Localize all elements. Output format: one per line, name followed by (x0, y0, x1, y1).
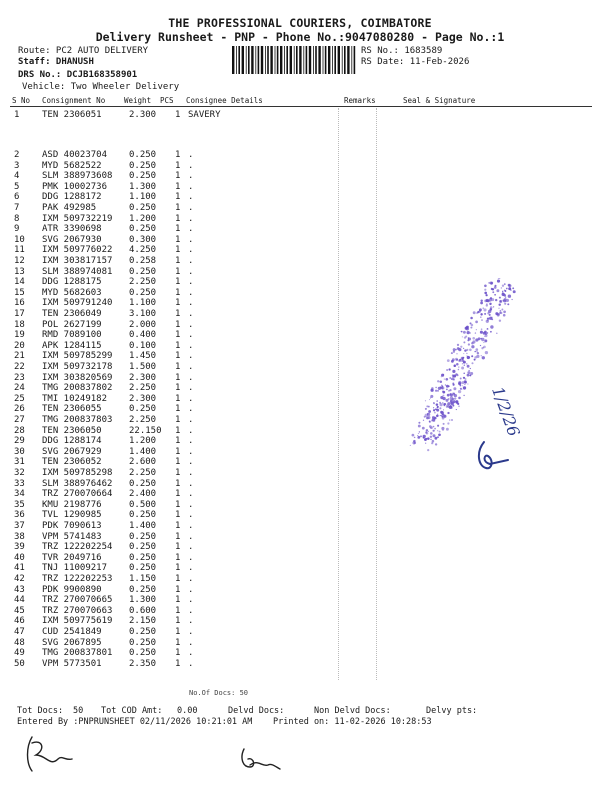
row-consignee: . (188, 298, 194, 309)
row-sno: 9 (14, 224, 20, 235)
row-weight: 1.500 (129, 362, 157, 372)
row-consignee: . (188, 351, 194, 362)
row-sno: 14 (14, 277, 25, 288)
route-label: Route: PC2 AUTO DELIVERY (18, 46, 149, 56)
tot-docs-label: Tot Docs: (17, 706, 64, 716)
row-consignment-no: MYD 5682603 (42, 287, 102, 298)
row-consignment-no: TEN 2306055 (42, 404, 102, 415)
row-consignee: . (188, 637, 194, 648)
row-pcs: 1 (175, 160, 181, 171)
row-pcs: 1 (175, 298, 181, 309)
row-pcs: 1 (175, 415, 181, 425)
row-consignment-no: KMU 2198776 (42, 499, 102, 510)
row-consignee: . (188, 499, 194, 510)
row-sno: 18 (14, 319, 25, 330)
row-consignee: . (188, 595, 194, 606)
row-consignment-no: TRZ 270070664 (42, 489, 113, 500)
row-weight: 0.500 (129, 499, 157, 510)
row-sno: 40 (14, 552, 25, 563)
delvy-pts-label: Delvy pts: (426, 706, 478, 716)
signature-left (24, 733, 76, 777)
row-consignment-no: TNJ 11009217 (42, 563, 108, 574)
row-consignment-no: TEN 2306049 (42, 309, 102, 319)
row-sno: 24 (14, 383, 25, 394)
row-pcs: 1 (175, 150, 181, 160)
row-consignment-no: DDG 1288174 (42, 436, 102, 447)
row-weight: 2.150 (129, 616, 157, 627)
row-consignee: . (188, 605, 194, 616)
row-consignee: . (188, 224, 194, 235)
col-header-sno: S No (12, 96, 31, 105)
row-weight: 2.250 (129, 415, 157, 425)
row-weight: 1.300 (129, 181, 157, 192)
row-consignment-no: TRZ 270070665 (42, 595, 113, 606)
row-pcs: 1 (175, 584, 181, 595)
row-pcs: 1 (175, 616, 181, 627)
row-pcs: 1 (175, 436, 181, 447)
row-sno: 39 (14, 542, 25, 553)
row-pcs: 1 (175, 563, 181, 574)
row-sno: 38 (14, 531, 25, 542)
row-sno: 29 (14, 436, 25, 447)
row-sno: 44 (14, 595, 25, 606)
row-weight: 1.400 (129, 446, 157, 457)
row-consignment-no: IXM 509732178 (42, 362, 113, 372)
row-consignment-no: IXM 303820569 (42, 372, 113, 383)
col-header-pcs: PCS (160, 96, 174, 105)
row-consignment-no: TEN 2306050 (42, 425, 102, 436)
row-consignment-no: TMI 10249182 (42, 393, 108, 404)
row-pcs: 1 (175, 404, 181, 415)
row-weight: 0.250 (129, 150, 157, 160)
row-consignee: . (188, 521, 194, 531)
row-consignee: . (188, 372, 194, 383)
row-pcs: 1 (175, 605, 181, 616)
row-weight: 0.250 (129, 203, 157, 213)
row-weight: 0.250 (129, 584, 157, 595)
row-consignee: . (188, 330, 194, 341)
row-weight: 0.250 (129, 171, 157, 182)
row-consignment-no: DDG 1288172 (42, 192, 102, 203)
row-consignee: . (188, 319, 194, 330)
row-pcs: 1 (175, 340, 181, 351)
row-consignment-no: SVG 2067895 (42, 637, 102, 648)
row-pcs: 1 (175, 542, 181, 553)
row-sno: 3 (14, 160, 20, 171)
row-consignee: . (188, 340, 194, 351)
row-sno: 31 (14, 457, 25, 468)
row-consignee: . (188, 436, 194, 447)
row-consignment-no: TEN 2306052 (42, 457, 102, 468)
row-pcs: 1 (175, 330, 181, 341)
row-weight: 1.450 (129, 351, 157, 362)
row-consignee: . (188, 266, 194, 277)
row-weight: 0.250 (129, 478, 157, 489)
row-weight: 2.400 (129, 489, 157, 500)
row-consignment-no: PMK 10002736 (42, 181, 108, 192)
row-consignee: . (188, 574, 194, 584)
row-consignee: . (188, 171, 194, 182)
row-weight: 2.300 (129, 110, 157, 120)
row-pcs: 1 (175, 245, 181, 256)
row-consignment-no: POL 2627199 (42, 319, 102, 330)
row-sno: 33 (14, 478, 25, 489)
row-consignment-no: PDK 9900890 (42, 584, 102, 595)
row-pcs: 1 (175, 393, 181, 404)
row-consignment-no: IXM 303817157 (42, 256, 113, 266)
row-consignment-no: TEN 2306051 (42, 110, 102, 120)
row-consignee: . (188, 563, 194, 574)
row-weight: 3.100 (129, 309, 157, 319)
row-pcs: 1 (175, 309, 181, 319)
row-sno: 26 (14, 404, 25, 415)
row-pcs: 1 (175, 468, 181, 478)
row-consignment-no: CUD 2541849 (42, 627, 102, 637)
tot-cod-value: 0.00 (177, 706, 198, 716)
row-weight: 0.250 (129, 637, 157, 648)
row-consignee: . (188, 542, 194, 553)
col-header-remarks: Remarks (344, 96, 376, 105)
row-sno: 32 (14, 468, 25, 478)
row-pcs: 1 (175, 319, 181, 330)
row-weight: 0.250 (129, 266, 157, 277)
row-weight: 0.250 (129, 224, 157, 235)
row-consignee: . (188, 616, 194, 627)
row-consignment-no: SLM 388973608 (42, 171, 113, 182)
row-sno: 17 (14, 309, 25, 319)
row-weight: 2.250 (129, 468, 157, 478)
row-pcs: 1 (175, 110, 181, 120)
row-sno: 41 (14, 563, 25, 574)
row-pcs: 1 (175, 627, 181, 637)
printed-on: Printed on: 11-02-2026 10:28:53 (273, 717, 432, 727)
row-consignee: . (188, 362, 194, 372)
row-pcs: 1 (175, 181, 181, 192)
row-weight: 2.250 (129, 277, 157, 288)
row-pcs: 1 (175, 351, 181, 362)
row-sno: 7 (14, 203, 20, 213)
row-sno: 43 (14, 584, 25, 595)
row-pcs: 1 (175, 648, 181, 659)
row-consignee: . (188, 489, 194, 500)
row-consignee: . (188, 627, 194, 637)
row-weight: 1.300 (129, 595, 157, 606)
row-pcs: 1 (175, 499, 181, 510)
col-header-weight: Weight (124, 96, 152, 105)
row-sno: 35 (14, 499, 25, 510)
row-pcs: 1 (175, 287, 181, 298)
row-consignee: . (188, 658, 194, 669)
row-consignee: . (188, 160, 194, 171)
row-consignment-no: VPM 5741483 (42, 531, 102, 542)
runsheet-subtitle: Delivery Runsheet - PNP - Phone No.:9047080280 - Page No.:1 (95, 30, 505, 44)
row-consignment-no: TRZ 270070663 (42, 605, 113, 616)
row-weight: 0.300 (129, 234, 157, 245)
row-consignment-no: PDK 7090613 (42, 521, 102, 531)
row-weight: 4.250 (129, 245, 157, 256)
row-sno: 4 (14, 171, 20, 182)
handwritten-date: 1/2/26 (488, 384, 524, 439)
row-pcs: 1 (175, 234, 181, 245)
row-weight: 1.400 (129, 521, 157, 531)
row-sno: 10 (14, 234, 25, 245)
row-consignment-no: IXM 509785299 (42, 351, 113, 362)
tot-docs-value: 50 (73, 706, 84, 716)
row-sno: 12 (14, 256, 25, 266)
row-consignee: SAVERY (188, 110, 221, 120)
row-weight: 0.250 (129, 531, 157, 542)
row-weight: 0.100 (129, 340, 157, 351)
row-consignee: . (188, 648, 194, 659)
vehicle-label: Vehicle: Two Wheeler Delivery (22, 82, 180, 92)
row-pcs: 1 (175, 521, 181, 531)
row-consignee: . (188, 510, 194, 521)
row-weight: 2.350 (129, 658, 157, 669)
row-sno: 45 (14, 605, 25, 616)
row-consignment-no: TVL 1290985 (42, 510, 102, 521)
row-consignee: . (188, 393, 194, 404)
row-consignee: . (188, 446, 194, 457)
row-pcs: 1 (175, 192, 181, 203)
row-consignment-no: IXM 509732219 (42, 213, 113, 224)
row-weight: 0.250 (129, 160, 157, 171)
row-sno: 36 (14, 510, 25, 521)
col-header-consignment: Consignment No (42, 96, 106, 105)
row-pcs: 1 (175, 510, 181, 521)
row-consignment-no: ASD 40023704 (42, 150, 108, 160)
col-header-seal: Seal & Signature (403, 96, 476, 105)
row-consignment-no: ATR 3390698 (42, 224, 102, 235)
staff-label: Staff: DHANUSH (18, 57, 94, 67)
row-sno: 23 (14, 372, 25, 383)
row-consignment-no: SVG 2067930 (42, 234, 102, 245)
row-sno: 48 (14, 637, 25, 648)
row-weight: 0.600 (129, 605, 157, 616)
row-weight: 2.300 (129, 393, 157, 404)
row-consignment-no: SLM 388976462 (42, 478, 113, 489)
row-sno: 22 (14, 362, 25, 372)
row-pcs: 1 (175, 457, 181, 468)
row-sno: 49 (14, 648, 25, 659)
row-sno: 2 (14, 150, 20, 160)
row-consignee: . (188, 478, 194, 489)
row-pcs: 1 (175, 383, 181, 394)
row-consignee: . (188, 552, 194, 563)
row-sno: 46 (14, 616, 25, 627)
rs-number: RS No.: 1683589 (361, 46, 443, 56)
row-weight: 2.600 (129, 457, 157, 468)
row-consignment-no: SVG 2067929 (42, 446, 102, 457)
row-consignee: . (188, 457, 194, 468)
drs-number: DRS No.: DCJB168358901 (18, 70, 138, 80)
row-sno: 6 (14, 192, 20, 203)
row-consignee: . (188, 404, 194, 415)
row-weight: 1.100 (129, 298, 157, 309)
row-consignment-no: VPM 5773501 (42, 658, 102, 669)
row-consignee: . (188, 309, 194, 319)
row-consignee: . (188, 425, 194, 436)
row-pcs: 1 (175, 637, 181, 648)
company-title: THE PROFESSIONAL COURIERS, COIMBATORE (168, 16, 432, 30)
row-sno: 13 (14, 266, 25, 277)
row-pcs: 1 (175, 446, 181, 457)
row-pcs: 1 (175, 658, 181, 669)
entered-by: Entered By :PNPRUNSHEET 02/11/2026 10:21:01 AM (17, 717, 253, 727)
row-consignment-no: TVR 2049716 (42, 552, 102, 563)
row-sno: 15 (14, 287, 25, 298)
row-pcs: 1 (175, 171, 181, 182)
row-weight: 1.150 (129, 574, 157, 584)
row-consignee: . (188, 203, 194, 213)
row-sno: 25 (14, 393, 25, 404)
row-sno: 1 (14, 110, 20, 120)
row-pcs: 1 (175, 595, 181, 606)
row-consignee: . (188, 584, 194, 595)
no-of-docs: No.Of Docs: 50 (189, 689, 249, 697)
row-weight: 22.150 (129, 425, 162, 436)
row-consignment-no: IXM 509776022 (42, 245, 113, 256)
row-sno: 20 (14, 340, 25, 351)
delvd-docs-label: Delvd Docs: (228, 706, 285, 716)
row-consignee: . (188, 234, 194, 245)
row-weight: 0.250 (129, 510, 157, 521)
row-consignment-no: APK 1284115 (42, 340, 102, 351)
row-weight: 0.258 (129, 256, 157, 266)
row-weight: 1.100 (129, 192, 157, 203)
row-weight: 2.250 (129, 383, 157, 394)
row-sno: 42 (14, 574, 25, 584)
row-pcs: 1 (175, 425, 181, 436)
row-pcs: 1 (175, 266, 181, 277)
row-pcs: 1 (175, 224, 181, 235)
row-pcs: 1 (175, 574, 181, 584)
tot-cod-label: Tot COD Amt: (101, 706, 163, 716)
row-consignee: . (188, 415, 194, 425)
row-weight: 0.250 (129, 287, 157, 298)
row-consignment-no: PAK 492985 (42, 203, 97, 213)
row-pcs: 1 (175, 203, 181, 213)
row-sno: 16 (14, 298, 25, 309)
row-consignee: . (188, 256, 194, 266)
row-consignment-no: MYD 5682522 (42, 160, 102, 171)
row-sno: 37 (14, 521, 25, 531)
row-sno: 50 (14, 658, 25, 669)
row-sno: 21 (14, 351, 25, 362)
non-delvd-docs-label: Non Delvd Docs: (314, 706, 391, 716)
row-pcs: 1 (175, 478, 181, 489)
row-consignee: . (188, 383, 194, 394)
col-header-consignee: Consignee Details (186, 96, 263, 105)
row-weight: 2.000 (129, 319, 157, 330)
row-sno: 27 (14, 415, 25, 425)
row-pcs: 1 (175, 552, 181, 563)
row-consignee: . (188, 150, 194, 160)
signature-middle (238, 745, 282, 775)
row-pcs: 1 (175, 277, 181, 288)
row-weight: 1.200 (129, 436, 157, 447)
row-consignment-no: IXM 509775619 (42, 616, 113, 627)
row-sno: 30 (14, 446, 25, 457)
row-consignment-no: SLM 388974081 (42, 266, 113, 277)
row-sno: 47 (14, 627, 25, 637)
row-consignee: . (188, 531, 194, 542)
row-consignment-no: TMG 200837802 (42, 383, 113, 394)
row-weight: 0.250 (129, 542, 157, 553)
row-sno: 8 (14, 213, 20, 224)
row-pcs: 1 (175, 531, 181, 542)
row-consignment-no: TRZ 122202253 (42, 574, 113, 584)
row-consignment-no: IXM 509785298 (42, 468, 113, 478)
seal-signature-scribble (474, 438, 514, 474)
row-pcs: 1 (175, 213, 181, 224)
row-consignment-no: DDG 1288175 (42, 277, 102, 288)
row-weight: 0.250 (129, 627, 157, 637)
row-sno: 19 (14, 330, 25, 341)
row-consignment-no: RMD 7089100 (42, 330, 102, 341)
row-consignee: . (188, 245, 194, 256)
row-consignment-no: IXM 509791240 (42, 298, 113, 309)
row-weight: 0.250 (129, 404, 157, 415)
row-consignee: . (188, 468, 194, 478)
row-weight: 0.250 (129, 552, 157, 563)
row-consignee: . (188, 277, 194, 288)
row-consignment-no: TMG 200837801 (42, 648, 113, 659)
row-sno: 34 (14, 489, 25, 500)
row-pcs: 1 (175, 372, 181, 383)
row-consignment-no: TMG 200837803 (42, 415, 113, 425)
row-consignee: . (188, 213, 194, 224)
row-weight: 0.250 (129, 648, 157, 659)
row-sno: 11 (14, 245, 25, 256)
row-weight: 0.250 (129, 563, 157, 574)
row-weight: 1.200 (129, 213, 157, 224)
row-consignee: . (188, 192, 194, 203)
row-consignment-no: TRZ 122202254 (42, 542, 113, 553)
row-consignee: . (188, 181, 194, 192)
row-pcs: 1 (175, 489, 181, 500)
row-pcs: 1 (175, 256, 181, 266)
row-weight: 0.400 (129, 330, 157, 341)
row-pcs: 1 (175, 362, 181, 372)
row-sno: 28 (14, 425, 25, 436)
row-consignee: . (188, 287, 194, 298)
row-weight: 2.300 (129, 372, 157, 383)
rs-date: RS Date: 11-Feb-2026 (361, 57, 470, 67)
row-sno: 5 (14, 181, 20, 192)
